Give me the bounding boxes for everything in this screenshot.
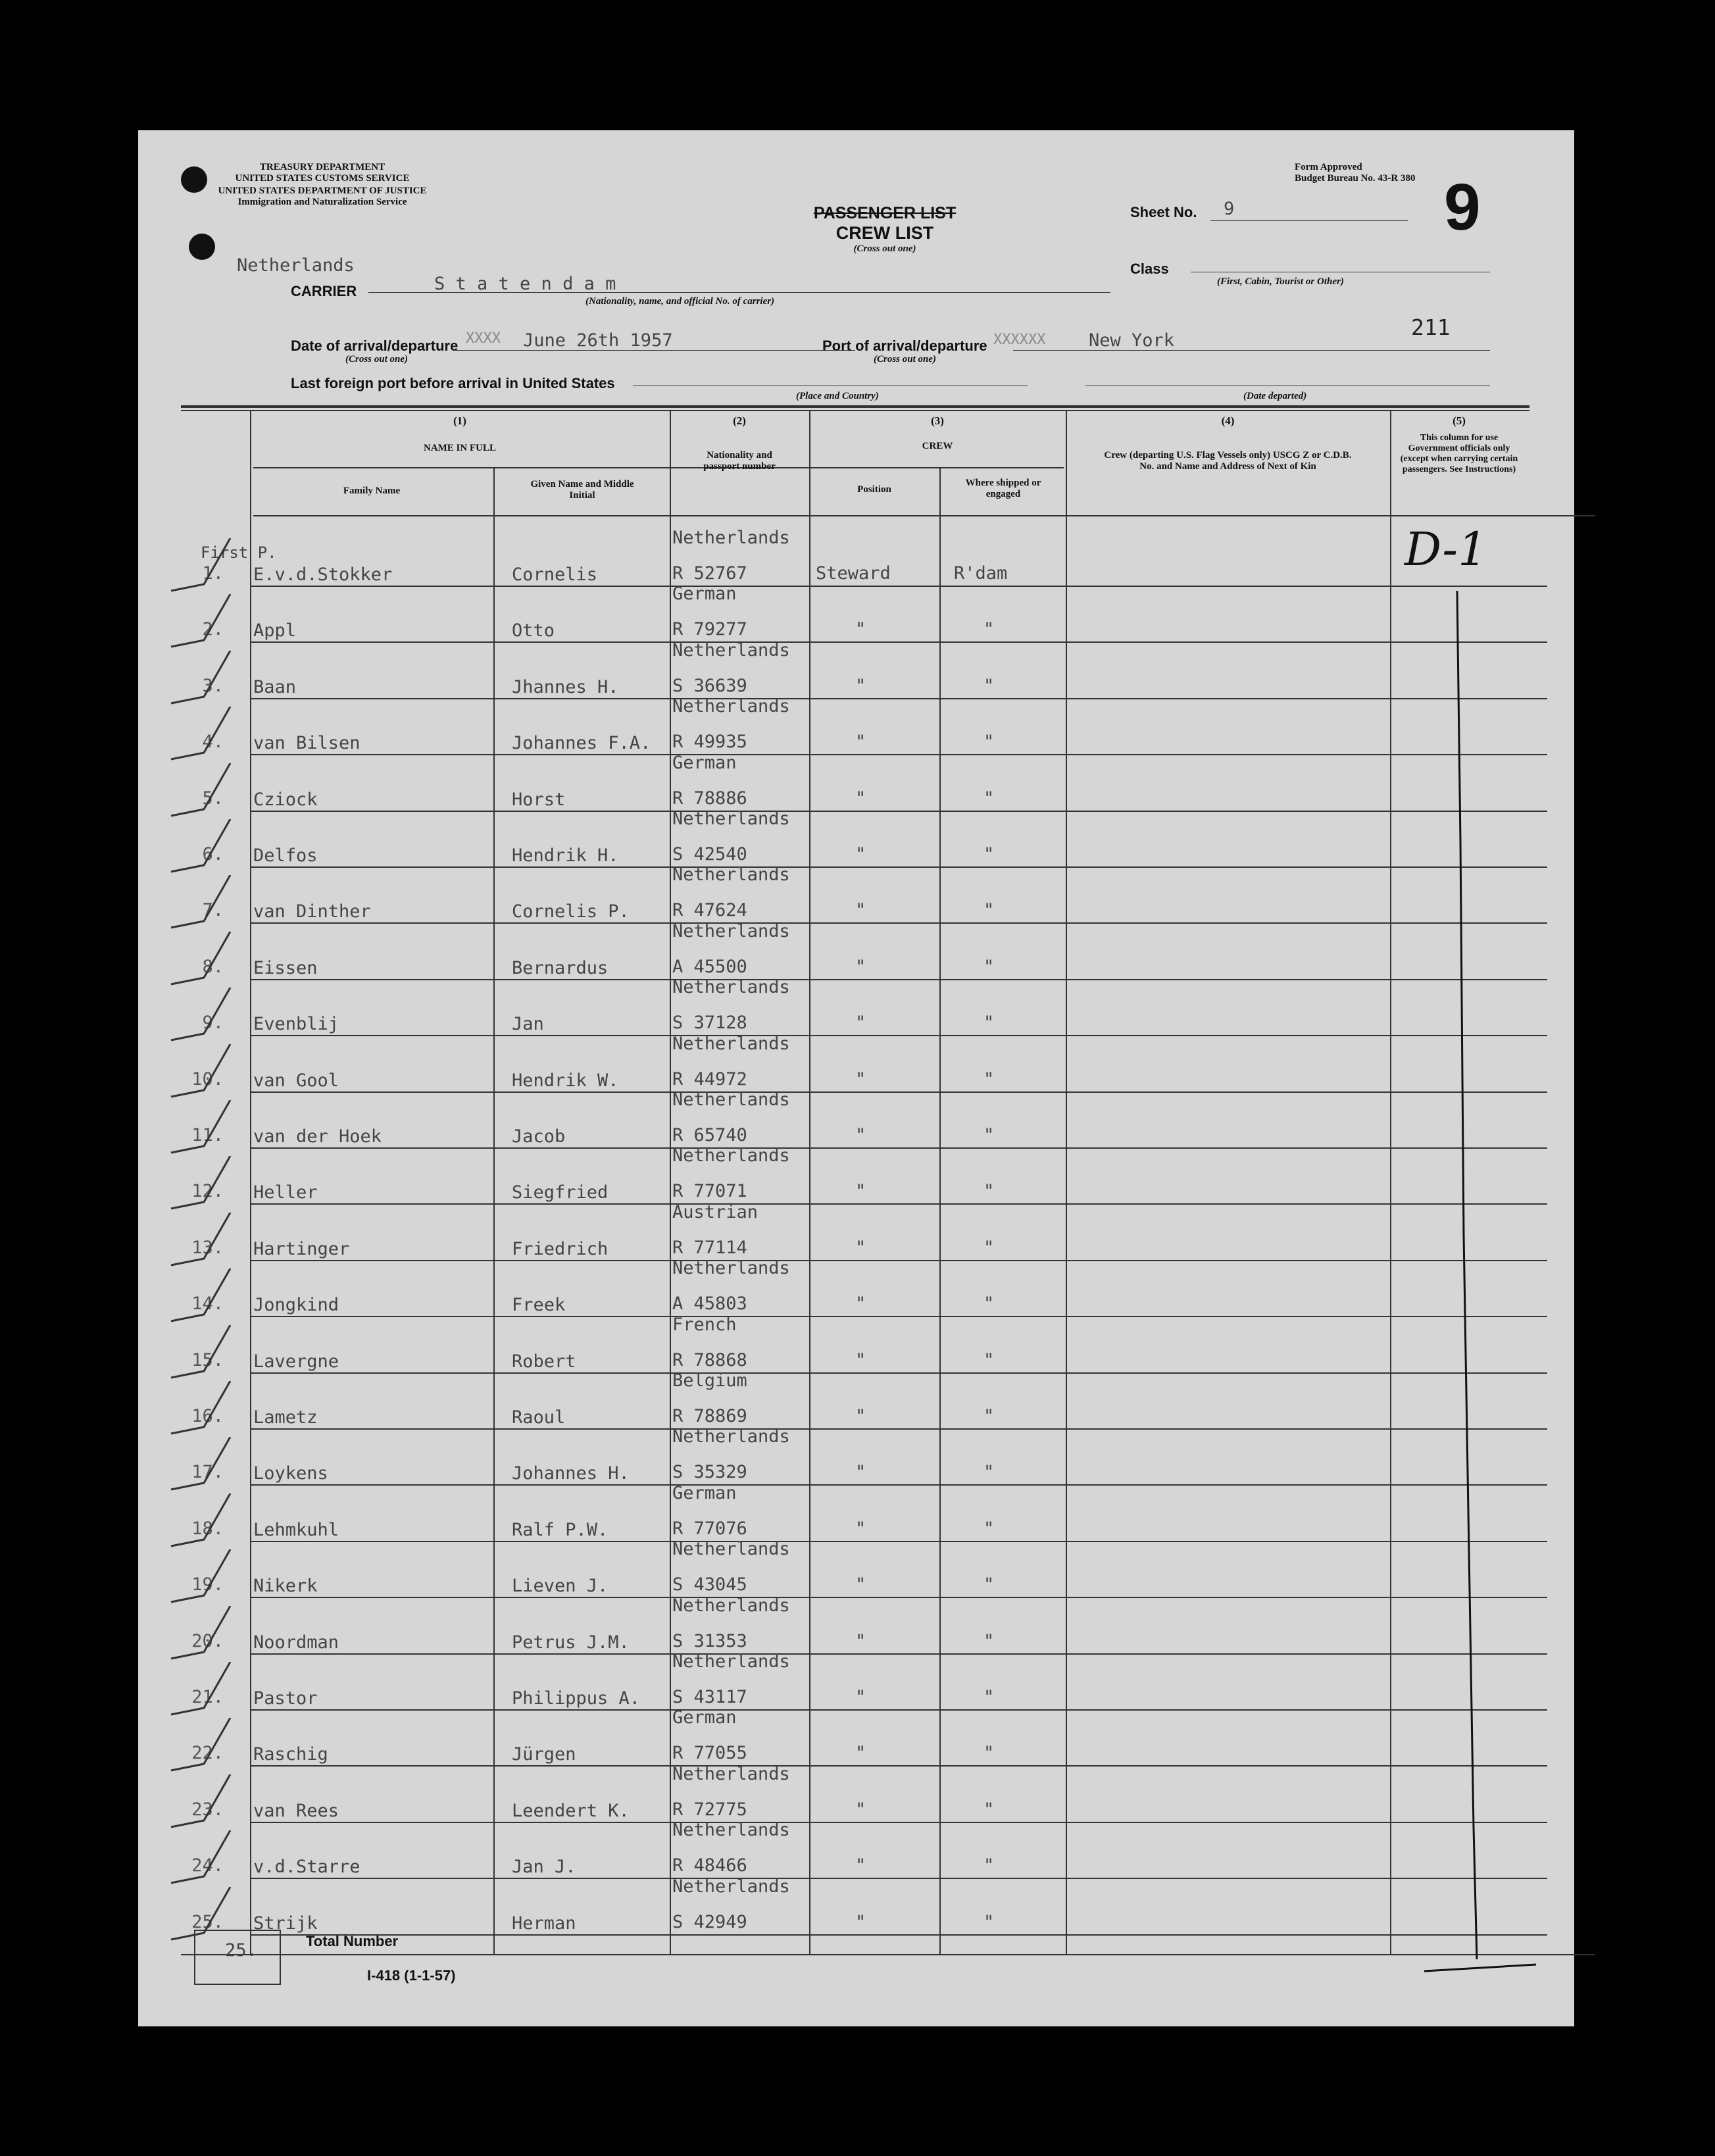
family-name: Eissen xyxy=(253,957,318,978)
given-name: Raoul xyxy=(512,1407,566,1428)
col5-num: (5) xyxy=(1453,414,1466,427)
row-rule xyxy=(250,1484,1547,1486)
row-number: 23. xyxy=(191,1799,224,1820)
sheet-value: 9 xyxy=(1224,199,1235,219)
family-name: Baan xyxy=(253,676,297,697)
row-rule xyxy=(250,1428,1547,1430)
row-rule xyxy=(250,1372,1547,1374)
crew-list-form xyxy=(138,130,1574,2026)
position: " xyxy=(855,1462,866,1483)
row-rule xyxy=(250,1035,1547,1036)
table-row xyxy=(138,977,1574,1037)
nationality: Netherlands xyxy=(672,1539,790,1560)
passport-number: R 47624 xyxy=(672,900,747,921)
col1-title: NAME IN FULL xyxy=(423,443,496,453)
family-name: Loykens xyxy=(253,1463,328,1484)
passport-number: R 79277 xyxy=(672,619,747,640)
given-name: Lieven J. xyxy=(512,1576,609,1597)
given-name: Leendert K. xyxy=(512,1800,630,1821)
row-rule xyxy=(250,1709,1547,1711)
table-row xyxy=(138,1090,1574,1149)
family-name: Hartinger xyxy=(253,1238,350,1259)
family-name: Strijk xyxy=(253,1913,318,1934)
row-rule xyxy=(250,811,1547,812)
row-rule xyxy=(250,1653,1547,1655)
position: " xyxy=(855,1687,866,1707)
nationality: Netherlands xyxy=(672,1876,790,1897)
table-row xyxy=(138,1595,1574,1655)
col3-title: CREW xyxy=(922,441,953,451)
table-row xyxy=(138,1651,1574,1711)
row-number: 21. xyxy=(191,1687,224,1707)
row-prefix: First P. xyxy=(201,543,277,562)
family-name: Raschig xyxy=(253,1744,328,1765)
passport-number: S 43045 xyxy=(672,1574,747,1595)
col-position: Position xyxy=(857,484,891,495)
row-number: 10. xyxy=(191,1068,224,1090)
row-number: 5. xyxy=(202,788,224,809)
given-name: Siegfried xyxy=(512,1182,609,1203)
place-hint: (Place and Country) xyxy=(796,391,879,401)
passport-number: R 48466 xyxy=(672,1855,747,1876)
row-rule xyxy=(250,866,1547,868)
family-name: Heller xyxy=(253,1182,318,1203)
given-name: Jacob xyxy=(512,1126,566,1147)
row-rule xyxy=(250,586,1547,587)
family-name: Pastor xyxy=(253,1688,318,1709)
table-row xyxy=(138,1370,1574,1430)
col3-num: (3) xyxy=(931,414,944,427)
port-strike: XXXXXX xyxy=(993,332,1046,348)
nationality: Netherlands xyxy=(672,1090,790,1110)
class-hint: (First, Cabin, Tourist or Other) xyxy=(1217,276,1344,287)
family-name: van Bilsen xyxy=(253,733,360,754)
table-row xyxy=(138,1482,1574,1543)
table-row xyxy=(138,696,1574,756)
nationality: German xyxy=(672,1482,737,1503)
nationality: Belgium xyxy=(672,1370,747,1391)
family-name: Noordman xyxy=(253,1632,339,1653)
position: " xyxy=(855,1855,866,1876)
given-name: Petrus J.M. xyxy=(512,1632,630,1653)
row-number: 18. xyxy=(191,1518,224,1539)
carrier-label: CARRIER xyxy=(291,283,357,299)
where-shipped: " xyxy=(983,1799,995,1820)
given-name: Robert xyxy=(512,1351,576,1372)
sheet-big-number: 9 xyxy=(1444,170,1481,244)
nationality: Austrian xyxy=(672,1201,758,1222)
row-number: 22. xyxy=(191,1743,224,1764)
position: " xyxy=(855,900,866,921)
arrival-label: Date of arrival/departure xyxy=(291,338,459,354)
row-number: 13. xyxy=(191,1237,224,1258)
col4-num: (4) xyxy=(1221,414,1235,427)
given-name: Jürgen xyxy=(512,1744,576,1765)
where-shipped: " xyxy=(983,788,995,809)
row-rule xyxy=(250,1203,1547,1205)
form-number: I-418 (1-1-57) xyxy=(367,1967,456,1984)
form-approved: Form Approved Budget Bureau No. 43-R 380 xyxy=(1295,162,1416,184)
family-name: van Dinther xyxy=(253,901,371,922)
where-shipped: " xyxy=(983,1068,995,1090)
row-rule xyxy=(250,1316,1547,1317)
passport-number: R 44972 xyxy=(672,1068,747,1090)
row-number: 14. xyxy=(191,1293,224,1315)
position: " xyxy=(855,1237,866,1258)
given-name: Herman xyxy=(512,1913,576,1934)
given-name: Cornelis P. xyxy=(512,901,630,922)
table-row xyxy=(138,1033,1574,1093)
position: Steward xyxy=(816,563,891,584)
given-name: Jan xyxy=(512,1014,544,1035)
where-shipped: " xyxy=(983,1630,995,1651)
nationality: Netherlands xyxy=(672,1820,790,1841)
position: " xyxy=(855,1743,866,1764)
row-number: 8. xyxy=(202,956,224,977)
col-where-shipped: Where shipped or engaged xyxy=(965,478,1041,499)
table-row xyxy=(138,639,1574,700)
row-rule xyxy=(250,1147,1547,1149)
where-shipped: " xyxy=(983,619,995,640)
where-shipped: " xyxy=(983,1687,995,1707)
nationality: German xyxy=(672,584,737,605)
row-number: 25. xyxy=(191,1911,224,1932)
position: " xyxy=(855,1013,866,1034)
where-shipped: " xyxy=(983,1855,995,1876)
family-name: E.v.d.Stokker xyxy=(253,564,393,585)
port-hint: (Cross out one) xyxy=(874,354,937,364)
family-name: Appl xyxy=(253,620,297,641)
table-row xyxy=(138,1145,1574,1205)
where-shipped: " xyxy=(983,1293,995,1315)
nationality: French xyxy=(672,1314,737,1335)
family-name: van der Hoek xyxy=(253,1126,382,1147)
passport-number: R 65740 xyxy=(672,1125,747,1145)
row-number: 19. xyxy=(191,1574,224,1595)
nationality: Netherlands xyxy=(672,1763,790,1784)
position: " xyxy=(855,732,866,753)
family-name: Delfos xyxy=(253,845,318,866)
nationality: German xyxy=(672,752,737,773)
passport-number: S 43117 xyxy=(672,1687,747,1707)
col2-title: Nationality and passport number xyxy=(703,450,776,472)
passport-number: R 77076 xyxy=(672,1518,747,1539)
col4-title: Crew (departing U.S. Flag Vessels only) USCG Z or C.D.B. No. and Name and Address of Next of Kin xyxy=(1104,450,1352,472)
port-value: New York xyxy=(1089,330,1175,351)
where-shipped: " xyxy=(983,1125,995,1145)
position: " xyxy=(855,619,866,640)
family-name: Evenblij xyxy=(253,1014,339,1035)
given-name: Jan J. xyxy=(512,1857,576,1878)
row-number: 17. xyxy=(191,1462,224,1483)
table-row xyxy=(138,920,1574,981)
last-port-label: Last foreign port before arrival in United States xyxy=(291,375,615,391)
row-number: 24. xyxy=(191,1855,224,1876)
given-name: Hendrik W. xyxy=(512,1070,619,1091)
nationality: Netherlands xyxy=(672,1426,790,1447)
row-rule xyxy=(250,641,1547,643)
position: " xyxy=(855,1630,866,1651)
col2-num: (2) xyxy=(733,414,746,427)
where-shipped: " xyxy=(983,1406,995,1426)
passport-number: R 77071 xyxy=(672,1181,747,1202)
family-name: Lavergne xyxy=(253,1351,339,1372)
row-rule xyxy=(250,1765,1547,1767)
nationality: Netherlands xyxy=(672,920,790,941)
given-name: Otto xyxy=(512,620,555,641)
position: " xyxy=(855,788,866,809)
family-name: Cziock xyxy=(253,789,318,810)
row-number: 11. xyxy=(191,1125,224,1145)
row-number: 7. xyxy=(202,900,224,921)
nationality: Netherlands xyxy=(672,865,790,886)
passport-number: R 78868 xyxy=(672,1349,747,1370)
nationality: Netherlands xyxy=(672,809,790,829)
row-rule xyxy=(250,922,1547,924)
port-number: 211 xyxy=(1411,314,1451,340)
position: " xyxy=(855,1406,866,1426)
passport-number: R 78886 xyxy=(672,788,747,809)
table-row xyxy=(138,1539,1574,1599)
family-name: van Rees xyxy=(253,1800,339,1821)
passport-number: R 77055 xyxy=(672,1743,747,1764)
where-shipped: " xyxy=(983,1013,995,1034)
passport-number: S 36639 xyxy=(672,675,747,696)
row-rule xyxy=(250,698,1547,699)
row-rule xyxy=(250,1260,1547,1261)
family-name: Lehmkuhl xyxy=(253,1519,339,1540)
agency-block: TREASURY DEPARTMENT UNITED STATES CUSTOMS SERVICE UNITED STATES DEPARTMENT OF JUSTICE Immigration and Naturalization Service xyxy=(218,162,427,207)
table-row xyxy=(138,528,1574,588)
where-shipped: " xyxy=(983,1574,995,1595)
where-shipped: " xyxy=(983,732,995,753)
nationality: Netherlands xyxy=(672,528,790,548)
position: " xyxy=(855,1799,866,1820)
row-rule xyxy=(250,979,1547,980)
carrier-hint: (Nationality, name, and official No. of carrier) xyxy=(585,296,775,307)
row-rule xyxy=(250,754,1547,755)
nationality: Netherlands xyxy=(672,1258,790,1279)
given-name: Philippus A. xyxy=(512,1688,641,1709)
table-row xyxy=(138,1314,1574,1374)
row-number: 20. xyxy=(191,1630,224,1651)
row-number: 9. xyxy=(202,1013,224,1034)
where-shipped: " xyxy=(983,1349,995,1370)
family-name: v.d.Starre xyxy=(253,1857,360,1878)
passport-number: A 45500 xyxy=(672,956,747,977)
position: " xyxy=(855,675,866,696)
given-name: Hendrik H. xyxy=(512,845,619,866)
form-title: PASSENGER LIST CREW LIST (Cross out one) xyxy=(813,204,957,254)
position: " xyxy=(855,956,866,977)
where-shipped: " xyxy=(983,1743,995,1764)
where-shipped: " xyxy=(983,1181,995,1202)
row-number: 2. xyxy=(202,619,224,640)
given-name: Ralf P.W. xyxy=(512,1519,609,1540)
position: " xyxy=(855,1068,866,1090)
position: " xyxy=(855,1125,866,1145)
given-name: Friedrich xyxy=(512,1238,609,1259)
position: " xyxy=(855,1518,866,1539)
row-rule xyxy=(250,1934,1547,1936)
where-shipped: " xyxy=(983,1911,995,1932)
family-name: Lametz xyxy=(253,1407,318,1428)
family-name: Jongkind xyxy=(253,1295,339,1316)
table-row xyxy=(138,1201,1574,1262)
given-name: Johannes F.A. xyxy=(512,733,651,754)
total-box xyxy=(194,1930,281,1985)
row-rule xyxy=(250,1878,1547,1879)
passport-number: R 72775 xyxy=(672,1799,747,1820)
row-number: 1. xyxy=(202,563,224,584)
arrival-hint: (Cross out one) xyxy=(345,354,409,364)
where-shipped: R'dam xyxy=(954,563,1008,584)
row-number: 3. xyxy=(202,675,224,696)
where-shipped: " xyxy=(983,1237,995,1258)
passport-number: S 31353 xyxy=(672,1630,747,1651)
punch-hole xyxy=(189,234,215,260)
table-row xyxy=(138,809,1574,868)
given-name: Horst xyxy=(512,789,566,810)
where-shipped: " xyxy=(983,1518,995,1539)
row-number: 16. xyxy=(191,1406,224,1426)
nationality: Netherlands xyxy=(672,977,790,998)
sheet-label: Sheet No. xyxy=(1130,204,1197,220)
passport-number: R 78869 xyxy=(672,1406,747,1426)
nationality: Netherlands xyxy=(672,1145,790,1166)
table-row xyxy=(138,584,1574,643)
carrier-country: Netherlands xyxy=(237,255,355,276)
row-rule xyxy=(250,1597,1547,1598)
given-name: Bernardus xyxy=(512,957,609,978)
nationality: Netherlands xyxy=(672,696,790,717)
where-shipped: " xyxy=(983,1462,995,1483)
carrier-value: S t a t e n d a m xyxy=(434,274,616,294)
arrival-strike: XXXX xyxy=(466,330,501,347)
given-name: Jhannes H. xyxy=(512,676,619,697)
table-row xyxy=(138,1258,1574,1318)
class-label: Class xyxy=(1130,261,1169,277)
nationality: German xyxy=(672,1707,737,1728)
table-row xyxy=(138,1876,1574,1936)
table-row xyxy=(138,1707,1574,1767)
passport-number: S 37128 xyxy=(672,1013,747,1034)
position: " xyxy=(855,1181,866,1202)
passport-number: S 42540 xyxy=(672,844,747,865)
given-name: Freek xyxy=(512,1295,566,1316)
family-name: van Gool xyxy=(253,1070,339,1091)
position: " xyxy=(855,1574,866,1595)
family-name: Nikerk xyxy=(253,1576,318,1597)
col1-num: (1) xyxy=(453,414,466,427)
where-shipped: " xyxy=(983,675,995,696)
row-number: 15. xyxy=(191,1349,224,1370)
position: " xyxy=(855,844,866,865)
nationality: Netherlands xyxy=(672,1033,790,1054)
where-shipped: " xyxy=(983,900,995,921)
row-rule xyxy=(250,1091,1547,1093)
col-given-name: Given Name and Middle Initial xyxy=(530,479,634,501)
table-row xyxy=(138,752,1574,813)
position: " xyxy=(855,1293,866,1315)
position: " xyxy=(855,1911,866,1932)
arrival-value: June 26th 1957 xyxy=(523,330,673,351)
given-name: Johannes H. xyxy=(512,1463,630,1484)
col5-bracket-line xyxy=(1388,578,1546,1986)
col5-title: This column for use Government officials only (except when carrying certain passengers. See Instructions) xyxy=(1400,433,1518,474)
row-number: 4. xyxy=(202,732,224,753)
date-departed-hint: (Date departed) xyxy=(1243,391,1307,401)
where-shipped: " xyxy=(983,844,995,865)
passport-number: S 35329 xyxy=(672,1462,747,1483)
where-shipped: " xyxy=(983,956,995,977)
table-row xyxy=(138,865,1574,924)
passport-number: R 49935 xyxy=(672,732,747,753)
passport-number: R 77114 xyxy=(672,1237,747,1258)
passport-number: S 42949 xyxy=(672,1911,747,1932)
nationality: Netherlands xyxy=(672,1651,790,1672)
col-family-name: Family Name xyxy=(343,486,401,496)
row-rule xyxy=(250,1541,1547,1542)
given-name: Cornelis xyxy=(512,564,598,585)
position: " xyxy=(855,1349,866,1370)
passport-number: A 45803 xyxy=(672,1293,747,1315)
passport-number: R 52767 xyxy=(672,563,747,584)
table-row xyxy=(138,1763,1574,1824)
total-value: 25. xyxy=(225,1940,257,1961)
table-row xyxy=(138,1820,1574,1880)
row-rule xyxy=(250,1822,1547,1823)
col5-annotation: D-1 xyxy=(1404,522,1487,576)
port-label: Port of arrival/departure xyxy=(822,338,987,354)
total-label: Total Number xyxy=(306,1933,399,1949)
row-number: 6. xyxy=(202,844,224,865)
nationality: Netherlands xyxy=(672,639,790,661)
nationality: Netherlands xyxy=(672,1595,790,1616)
table-row xyxy=(138,1426,1574,1486)
row-number: 12. xyxy=(191,1181,224,1202)
